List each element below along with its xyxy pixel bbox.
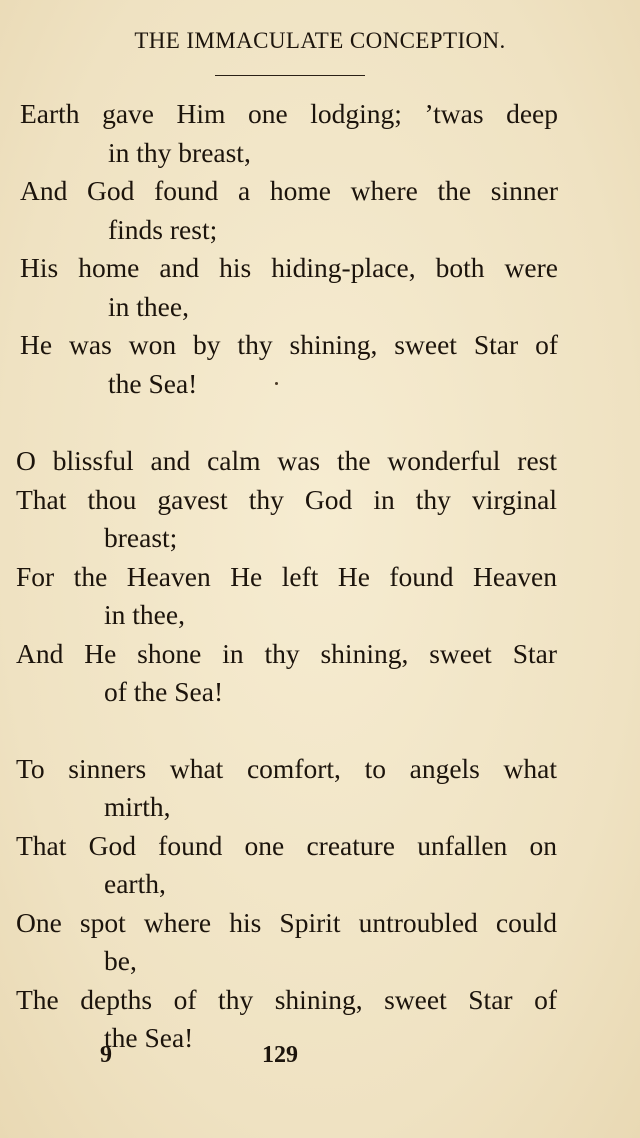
- verse-continuation: breast;: [104, 522, 178, 553]
- verse-continuation: in thy breast,: [108, 136, 251, 168]
- verse-continuation: earth,: [104, 868, 166, 899]
- verse-line: For the Heaven He left He found Heaven: [16, 560, 557, 592]
- verse-line: One spot where his Spirit untroubled could: [16, 906, 557, 938]
- verse-line: O blissful and calm was the wonderful rest: [16, 445, 557, 476]
- verse-line: To sinners what comfort, to angels what: [16, 752, 557, 784]
- verse-continuation: the Sea!: [108, 367, 198, 399]
- verse-line: His home and his hiding-place, both were: [20, 252, 558, 283]
- verse-continuation: in thee,: [104, 599, 185, 630]
- signature-mark: 9: [100, 1042, 112, 1068]
- verse-continuation: of the Sea!: [104, 676, 224, 707]
- running-head: THE IMMACULATE CONCEPTION.: [134, 28, 506, 53]
- head-rule: [215, 75, 365, 76]
- verse-continuation: finds rest;: [108, 213, 218, 245]
- poem: [0, 95, 640, 1097]
- stanza-1: [0, 95, 640, 403]
- stanza-3: [0, 750, 640, 1058]
- verse-line: That thou gavest thy God in thy virginal: [16, 483, 557, 515]
- verse-line: The depths of thy shining, sweet Star of: [16, 983, 557, 1015]
- verse-continuation: the Sea!: [104, 1022, 194, 1053]
- verse-continuation: mirth,: [104, 791, 171, 822]
- ink-speck: [275, 382, 278, 385]
- verse-line: Earth gave Him one lodging; ’twas deep: [20, 98, 558, 129]
- stanza-2: [0, 442, 640, 712]
- verse-line: That God found one creature unfallen on: [16, 829, 557, 861]
- verse-continuation: be,: [104, 945, 137, 976]
- verse-line: And God found a home where the sinner: [20, 175, 558, 206]
- verse-continuation: in thee,: [108, 290, 189, 322]
- verse-line: He was won by thy shining, sweet Star of: [20, 329, 558, 360]
- verse-line: And He shone in thy shining, sweet Star: [16, 637, 557, 669]
- page-number: 129: [262, 1042, 298, 1068]
